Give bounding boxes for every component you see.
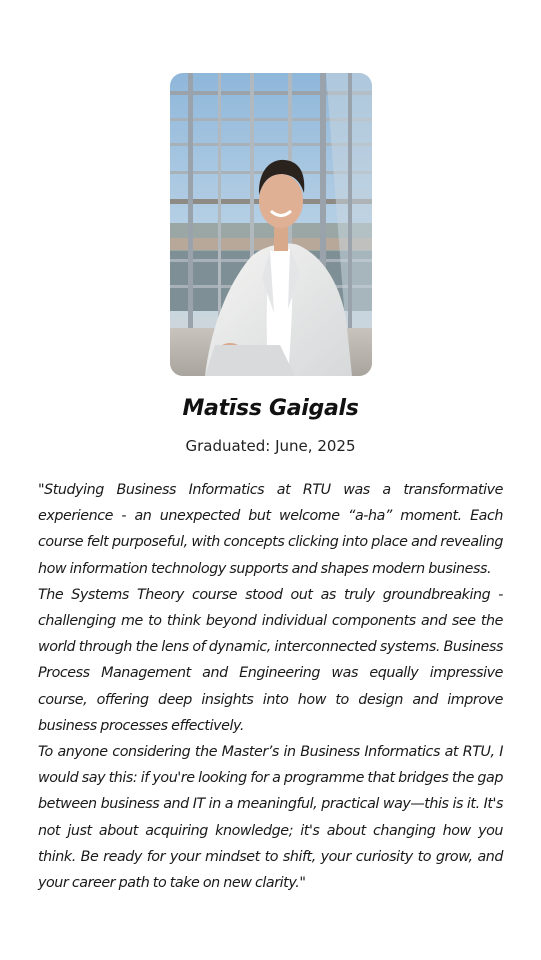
testimonial-paragraph: "Studying Business Informatics at RTU was a transformative experience - an unexpected but welcome “a-ha” moment. Each course felt purposeful, with concepts clicking into place and revealing how information technology supports and shapes modern business. xyxy=(38,482,503,577)
portrait-photo-icon xyxy=(170,73,372,376)
profile-photo xyxy=(170,73,372,376)
testimonial-quote xyxy=(38,477,503,896)
testimonial-paragraph: The Systems Theory course stood out as truly groundbreaking - challenging me to think beyond individual components and see the world through the lens of dynamic, interconnected systems. Business Process Management and Engineering was equally impressive course, offering deep insights into how to design and improve business processes effectively. xyxy=(38,586,503,734)
testimonial-paragraph: To anyone considering the Master’s in Business Informatics at RTU, I would say this: if you're looking for a programme that bridges the gap between business and IT in a meaningful, practical way—this is it. It's not just about acquiring knowledge; it's about changing how you think. Be ready for your mindset to shift, your curiosity to grow, and your career path to take on new clarity." xyxy=(38,744,503,892)
graduate-name: Matīss Gaigals xyxy=(182,396,359,421)
graduation-date: Graduated: June, 2025 xyxy=(185,437,356,455)
